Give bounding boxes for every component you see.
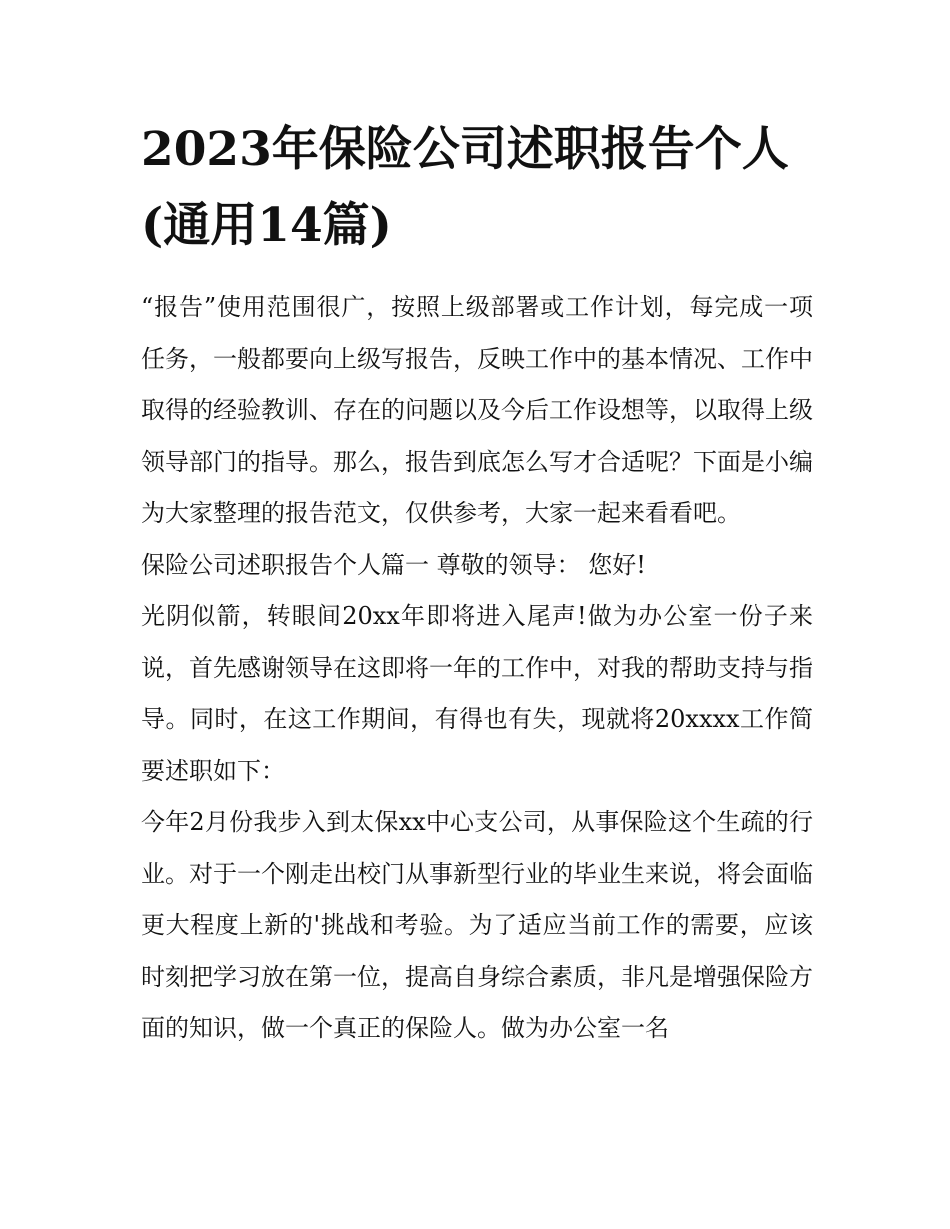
paragraph-intro: “报告”使用范围很广，按照上级部署或工作计划，每完成一项任务，一般都要向上级写报告，反映工作中的基本情况、工作中取得的经验教训、存在的问题以及今后工作设想等，以取得上级领导部门的指导。那么，报告到底怎么写才合适呢？下面是小编为大家整理的报告范文，仅供参考，大家一起来看看吧。 bbox=[141, 293, 813, 527]
document-body bbox=[141, 282, 813, 1055]
paragraph-opening: 光阴似箭，转眼间20xx年即将进入尾声!做为办公室一份子来说，首先感谢领导在这即将一年的工作中，对我的帮助支持与指导。同时，在这工作期间，有得也有失，现就将20xxxx工作简要述职如下： bbox=[141, 602, 813, 785]
document-title: 2023年保险公司述职报告个人(通用14篇) bbox=[141, 122, 789, 253]
document-page bbox=[141, 112, 813, 1055]
paragraph-work-summary: 今年2月份我步入到太保xx中心支公司，从事保险这个生疏的行业。对于一个刚走出校门从事新型行业的毕业生来说，将会面临更大程度上新的'挑战和考验。为了适应当前工作的需要，应该时刻把学习放在第一位，提高自身综合素质，非凡是增强保险方面的知识，做一个真正的保险人。做为办公室一名 bbox=[141, 808, 813, 1042]
paragraph-section-heading: 保险公司述职报告个人篇一 尊敬的领导： 您好! bbox=[141, 550, 646, 579]
